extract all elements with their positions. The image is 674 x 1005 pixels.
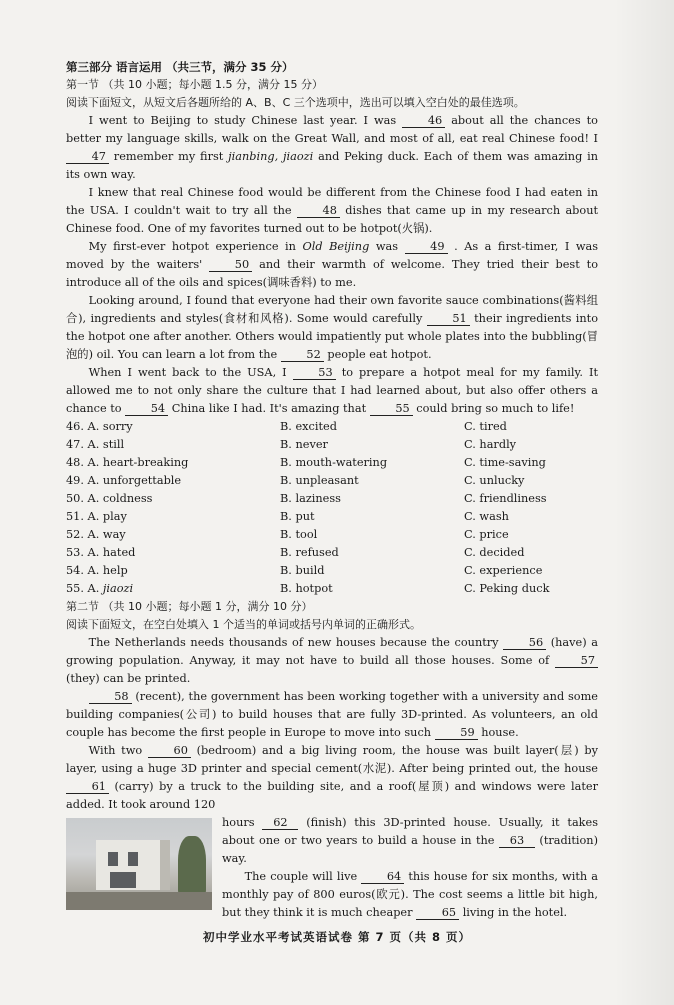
option-55b[interactable]: B. hotpot	[280, 582, 333, 595]
option-48a[interactable]: 48. A. heart-breaking	[66, 456, 189, 469]
blank-62[interactable]: 62	[262, 816, 298, 830]
option-54a[interactable]: 54. A. help	[66, 564, 128, 577]
option-48b[interactable]: B. mouth-watering	[280, 456, 388, 469]
option-50c[interactable]: C. friendliness	[464, 492, 547, 505]
option-51a[interactable]: 51. A. play	[66, 510, 127, 523]
3d-printed-house-photo	[66, 818, 212, 910]
blank-49[interactable]: 49	[405, 240, 448, 254]
page-footer: 初中学业水平考试英语试卷 第 7 页（共 8 页）	[202, 930, 472, 944]
blank-48[interactable]: 48	[297, 204, 340, 218]
passage1-paragraph: I knew that real Chinese food would be different from the Chinese food I had eaten in the USA. I couldn't wait to try all the 48 dishes that came up in my research about Chinese food. One of my favorites turned out to be hotpot(火锅).	[66, 186, 599, 235]
blank-54[interactable]: 54	[125, 402, 168, 416]
blank-56[interactable]: 56	[503, 636, 546, 650]
blank-59[interactable]: 59	[435, 726, 478, 740]
option-51b[interactable]: B. put	[280, 510, 315, 523]
option-47a[interactable]: 47. A. still	[66, 438, 125, 451]
blank-53[interactable]: 53	[293, 366, 336, 380]
passage2-paragraph: hours 62 (finish) this 3D-printed house. Usually, it takes about one or two years to build a house in the 63 (tradition) way.	[222, 816, 599, 865]
option-55c[interactable]: C. Peking duck	[464, 582, 550, 595]
blank-57[interactable]: 57	[555, 654, 598, 668]
option-46c[interactable]: C. tired	[464, 420, 507, 433]
blank-64[interactable]: 64	[361, 870, 404, 884]
option-49c[interactable]: C. unlucky	[464, 474, 525, 487]
passage2-paragraph: With two 60 (bedroom) and a big living room, the house was built layer(层) by layer, using a huge 3D printer and special cement(水泥). After being printed out, the house 61 (carry) by a truck to the building site, and a roof(屋顶) and windows were later added. It took around 120	[66, 744, 599, 811]
blank-63[interactable]: 63	[499, 834, 535, 848]
blank-55[interactable]: 55	[370, 402, 413, 416]
section1-instruction: 阅读下面短文，从短文后各题所给的 A、B、C 三个选项中，选出可以填入空白处的最佳选项。	[66, 96, 525, 109]
page-edge-shadow	[614, 0, 674, 1005]
option-52a[interactable]: 52. A. way	[66, 528, 126, 541]
option-50a[interactable]: 50. A. coldness	[66, 492, 153, 505]
option-51c[interactable]: C. wash	[464, 510, 509, 523]
option-52c[interactable]: C. price	[464, 528, 509, 541]
blank-47[interactable]: 47	[66, 150, 109, 164]
option-53b[interactable]: B. refused	[280, 546, 339, 559]
blank-65[interactable]: 65	[416, 906, 459, 920]
options-grid	[66, 418, 598, 598]
option-50b[interactable]: B. laziness	[280, 492, 341, 505]
passage1-paragraph: When I went back to the USA, I 53 to prepare a hotpot meal for my family. It allowed me to not only share the culture that I had learned about, but also offer others a chance to 54 China like I had. It's amazing that 55 could bring so much to life!	[66, 366, 599, 415]
option-49b[interactable]: B. unpleasant	[280, 474, 359, 487]
page-content	[66, 58, 598, 922]
section2-header: 第二节 （共 10 小题；每小题 1 分，满分 10 分）	[66, 600, 313, 613]
option-48c[interactable]: C. time-saving	[464, 456, 546, 469]
part-title: 第三部分 语言运用 （共三节，满分 35 分）	[66, 60, 294, 74]
passage2-paragraph: The couple will live 64 this house for six months, with a monthly pay of 800 euros(欧元). The cost seems a little bit high, but they think it is much cheaper 65 living in the hotel.	[222, 870, 598, 919]
passage2-with-photo	[66, 742, 598, 922]
section1-header: 第一节 （共 10 小题；每小题 1.5 分，满分 15 分）	[66, 78, 323, 91]
passage2-paragraph: The Netherlands needs thousands of new houses because the country 56 (have) a growing population. Anyway, it may not have to build all those houses. Some of 57 (they) can be printed.	[66, 636, 598, 685]
option-46a[interactable]: 46. A. sorry	[66, 420, 133, 433]
blank-52[interactable]: 52	[281, 348, 324, 362]
blank-50[interactable]: 50	[209, 258, 252, 272]
passage1-paragraph: Looking around, I found that everyone had their own favorite sauce combinations(酱料组合), ingredients and styles(食材和风格). Some would carefully 51 their ingredients into the hotpot one after another. Others would impatiently put whole plates into the bubbling(冒泡的) oil. You can learn a lot from the 52 people eat hotpot.	[66, 294, 599, 361]
blank-51[interactable]: 51	[427, 312, 470, 326]
option-55a[interactable]: 55. A. jiaozi	[66, 582, 134, 595]
option-53a[interactable]: 53. A. hated	[66, 546, 136, 559]
passage1-paragraph: I went to Beijing to study Chinese last year. I was 46 about all the chances to better my language skills, walk on the Great Wall, and most of all, eat real Chinese food! I 47 remember my first jianbing, jiaozi and Peking duck. Each of them was amazing in its own way.	[66, 114, 599, 181]
option-47b[interactable]: B. never	[280, 438, 328, 451]
blank-58[interactable]: 58	[89, 690, 132, 704]
option-53c[interactable]: C. decided	[464, 546, 525, 559]
option-46b[interactable]: B. excited	[280, 420, 337, 433]
section2-instruction: 阅读下面短文，在空白处填入 1 个适当的单词或括号内单词的正确形式。	[66, 618, 421, 631]
option-54c[interactable]: C. experience	[464, 564, 543, 577]
option-54b[interactable]: B. build	[280, 564, 325, 577]
option-47c[interactable]: C. hardly	[464, 438, 517, 451]
ground-shape	[66, 892, 212, 910]
option-52b[interactable]: B. tool	[280, 528, 318, 541]
passage1-paragraph: My first-ever hotpot experience in Old Beijing was 49 . As a first-timer, I was moved by the waiters' 50 and their warmth of welcome. They tried their best to introduce all of the oils and spices(调味香料) to me.	[66, 240, 599, 289]
blank-46[interactable]: 46	[402, 114, 445, 128]
option-49a[interactable]: 49. A. unforgettable	[66, 474, 182, 487]
tree-shape	[178, 836, 206, 896]
passage2-paragraph: 58 (recent), the government has been working together with a university and some building companies(公司) to build houses that are fully 3D-printed. As volunteers, an old couple has become the first people in Europe to move into such 59 house.	[66, 690, 598, 739]
blank-60[interactable]: 60	[148, 744, 191, 758]
blank-61[interactable]: 61	[66, 780, 109, 794]
